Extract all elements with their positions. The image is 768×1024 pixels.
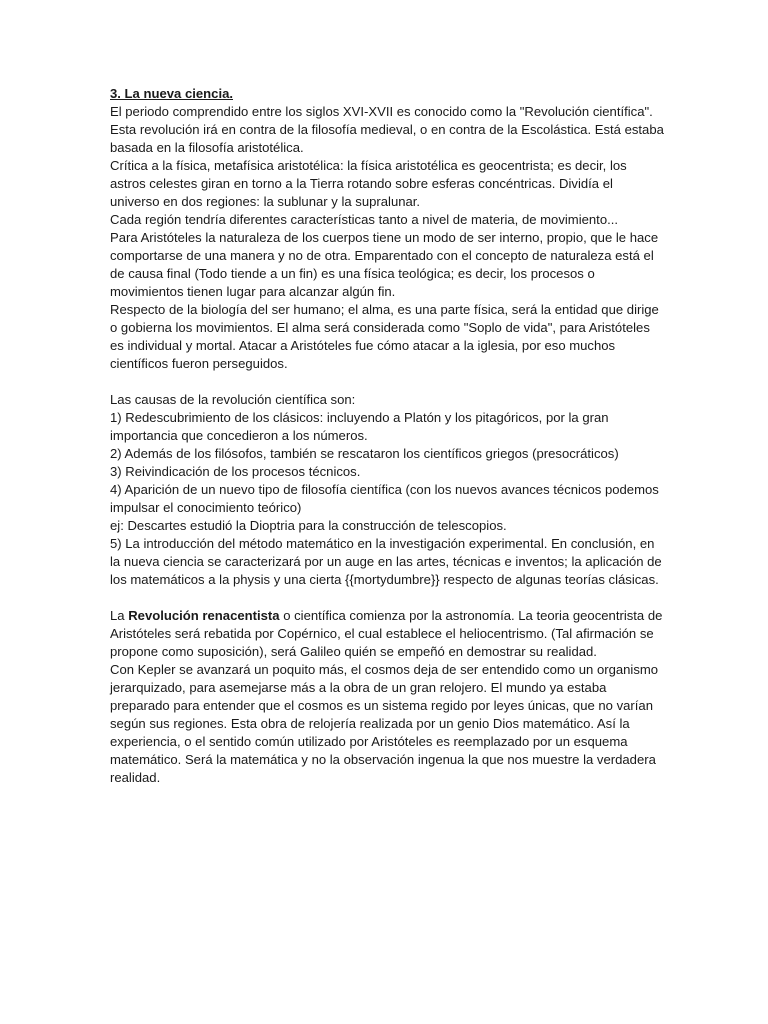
paragraph-biologia: Respecto de la biología del ser humano; el alma, es una parte física, será la entidad que dirige o gobierna los movimientos. El alma será considerada como "Soplo de vida", para Aristóteles es individual y mortal. Atacar a Aristóteles fue cómo atacar a la iglesia, por eso muchos científicos fueron perseguidos.	[110, 302, 659, 371]
paragraph-escolastica: Esta revolución irá en contra de la filosofía medieval, o en contra de la Escolástica. Está estaba basada en la filosofía aristotélica.	[110, 122, 664, 155]
cause-1: 1) Redescubrimiento de los clásicos: incluyendo a Platón y los pitagóricos, por la gran importancia que concedieron a los números.	[110, 410, 609, 443]
text-prefix: La	[110, 608, 129, 623]
paragraph-naturaleza: Para Aristóteles la naturaleza de los cuerpos tiene un modo de ser interno, propio, que le hace comportarse de una manera y no de otra. Emparentado con el concepto de naturaleza está el de causa final (Todo tiende a un fin) es una física teológica; es decir, los procesos o movimientos tienen lugar para alcanzar algún fin.	[110, 230, 659, 299]
blank-line	[110, 589, 665, 607]
cause-2: 2) Además de los filósofos, también se rescataron los científicos griegos (presocráticos)	[110, 446, 619, 461]
paragraph-critica: Crítica a la física, metafísica aristotélica: la física aristotélica es geocentrista; es decir, los astros celestes giran en torno a la Tierra rotando sobre esferas concéntricas. Dividía el universo en dos regiones: la sublunar y la supralunar.	[110, 158, 627, 209]
paragraph-renacentista	[110, 607, 665, 661]
cause-3: 3) Reivindicación de los procesos técnicos.	[110, 464, 361, 479]
causes-intro: Las causas de la revolución científica son:	[110, 392, 356, 407]
section-heading: 3. La nueva ciencia.	[110, 86, 233, 101]
document-body	[110, 85, 665, 787]
paragraph-periodo: El periodo comprendido entre los siglos XVI-XVII es conocido como la "Revolución científica".	[110, 104, 653, 119]
bold-term: Revolución renacentista	[128, 608, 280, 623]
text-rest: o científica comienza por la astronomía. La teoria geocentrista de Aristóteles será rebatida por Copérnico, el cual establece el heliocentrismo. (Tal afirmación se propone como suposición), será Galileo quién se empeñó en demostrar su realidad.	[110, 608, 663, 659]
cause-4: 4) Aparición de un nuevo tipo de filosofía científica (con los nuevos avances técnicos podemos impulsar el conocimiento teórico)	[110, 482, 659, 515]
cause-4-example: ej: Descartes estudió la Dioptria para la construcción de telescopios.	[110, 518, 507, 533]
blank-line	[110, 373, 665, 391]
cause-5: 5) La introducción del método matemático en la investigación experimental. En conclusión, en la nueva ciencia se caracterizará por un auge en las artes, técnicas e inventos; la aplicación de los matemáticos a la physis y una cierta {{mortydumbre}} respecto de algunas teorías clásicas.	[110, 536, 662, 587]
paragraph-region: Cada región tendría diferentes características tanto a nivel de materia, de movimiento...	[110, 212, 619, 227]
paragraph-kepler: Con Kepler se avanzará un poquito más, el cosmos deja de ser entendido como un organismo jerarquizado, para asemejarse más a la obra de un gran relojero. El mundo ya estaba preparado para entender que el cosmos es un sistema regido por leyes únicas, que no varían según sus regiones. Esta obra de relojería realizada por un genio Dios matemático. Así la experiencia, o el sentido común utilizado por Aristóteles es reemplazado por un esquema matemático. Será la matemática y no la observación ingenua la que nos muestre la verdadera realidad.	[110, 662, 659, 785]
